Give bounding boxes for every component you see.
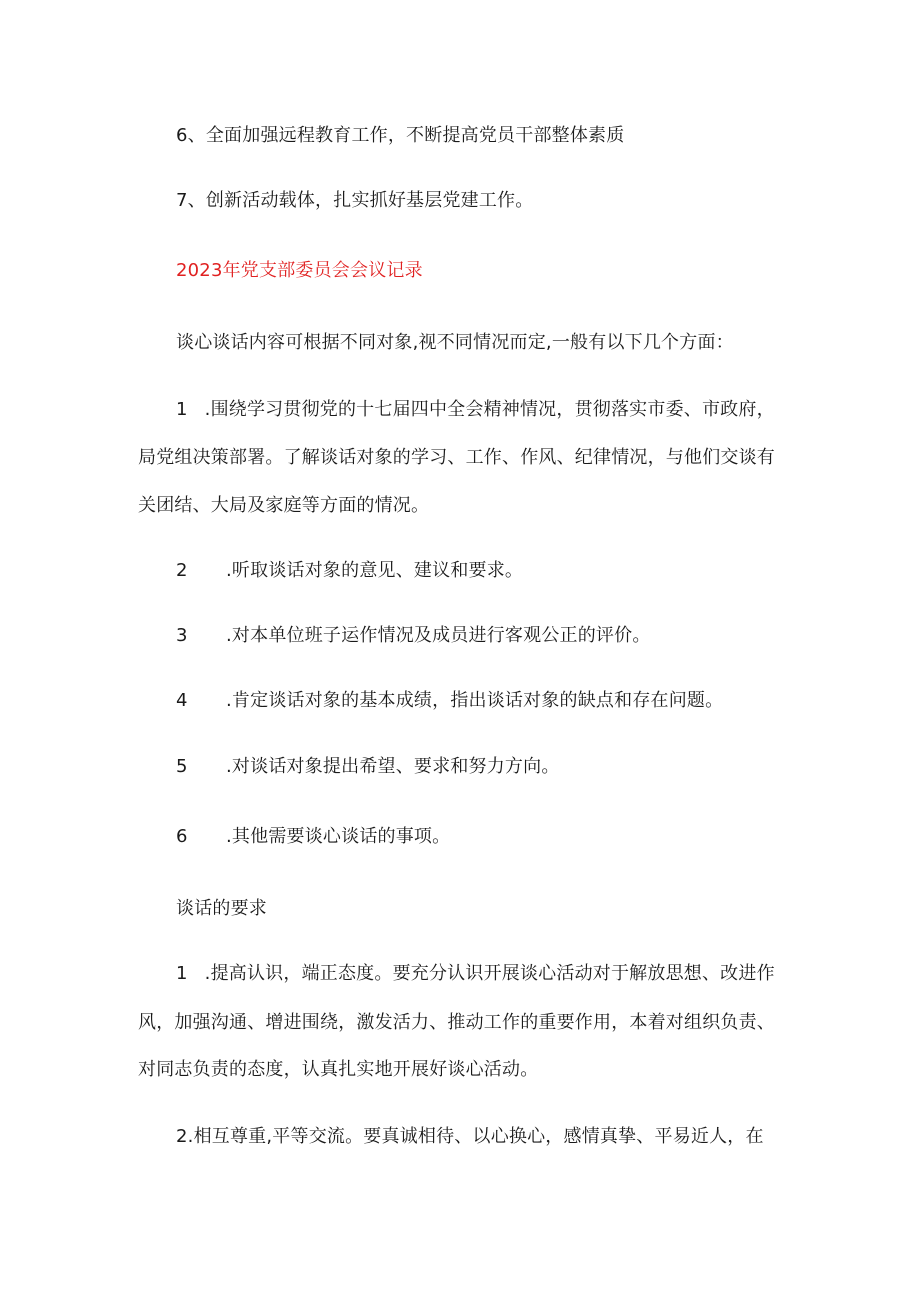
aspect-1-line-3: 关团结、大局及家庭等方面的情况。 bbox=[138, 495, 430, 516]
aspect-3 bbox=[176, 624, 651, 648]
aspect-3-text: .对本单位班子运作情况及成员进行客观公正的评价。 bbox=[226, 625, 651, 646]
aspect-6 bbox=[176, 825, 450, 849]
aspect-2-number: 2 bbox=[176, 560, 188, 581]
aspect-1-line-2: 局党组决策部署。了解谈话对象的学习、工作、作风、纪律情况，与他们交谈有 bbox=[138, 447, 775, 468]
aspect-1-number: 1 bbox=[176, 399, 188, 420]
requirement-2-text: .相互尊重,平等交流。要真诚相待、以心换心，感情真挚、平易近人，在 bbox=[187, 1126, 764, 1147]
requirements-heading: 谈话的要求 bbox=[176, 898, 267, 919]
aspect-5 bbox=[176, 755, 560, 779]
item-7-line: 7、创新活动载体，扎实抓好基层党建工作。 bbox=[176, 190, 534, 211]
requirement-1-line-3: 对同志负责的态度，认真扎实地开展好谈心活动。 bbox=[138, 1059, 539, 1080]
item-6-line: 6、全面加强远程教育工作，不断提高党员干部整体素质 bbox=[176, 125, 625, 146]
aspect-6-text: .其他需要谈心谈话的事项。 bbox=[226, 826, 451, 847]
requirement-2-number: 2 bbox=[176, 1126, 188, 1147]
aspect-1-text: .围绕学习贯彻党的十七届四中全会精神情况，贯彻落实市委、市政府， bbox=[204, 399, 775, 420]
section-title: 2023年党支部委员会会议记录 bbox=[176, 260, 423, 281]
aspect-6-number: 6 bbox=[176, 826, 188, 847]
requirement-1-line-2: 风，加强沟通、增进围绕，激发活力、推动工作的重要作用，本着对组织负责、 bbox=[138, 1012, 775, 1033]
aspect-4-text: .肯定谈话对象的基本成绩，指出谈话对象的缺点和存在问题。 bbox=[226, 690, 724, 711]
aspect-2-text: .听取谈话对象的意见、建议和要求。 bbox=[226, 560, 524, 581]
aspect-3-number: 3 bbox=[176, 625, 188, 646]
requirement-1-number: 1 bbox=[176, 963, 188, 984]
aspect-5-number: 5 bbox=[176, 756, 188, 777]
intro-paragraph: 谈心谈话内容可根据不同对象,视不同情况而定,一般有以下几个方面： bbox=[176, 332, 734, 353]
requirement-2-first-line bbox=[176, 1125, 764, 1149]
aspect-1-first-line bbox=[176, 398, 775, 422]
requirement-1-text: .提高认识，端正态度。要充分认识开展谈心活动对于解放思想、改进作 bbox=[204, 963, 775, 984]
aspect-4 bbox=[176, 689, 723, 713]
requirement-1-first-line bbox=[176, 962, 775, 986]
aspect-5-text: .对谈话对象提出希望、要求和努力方向。 bbox=[226, 756, 560, 777]
aspect-2 bbox=[176, 559, 523, 583]
aspect-4-number: 4 bbox=[176, 690, 188, 711]
